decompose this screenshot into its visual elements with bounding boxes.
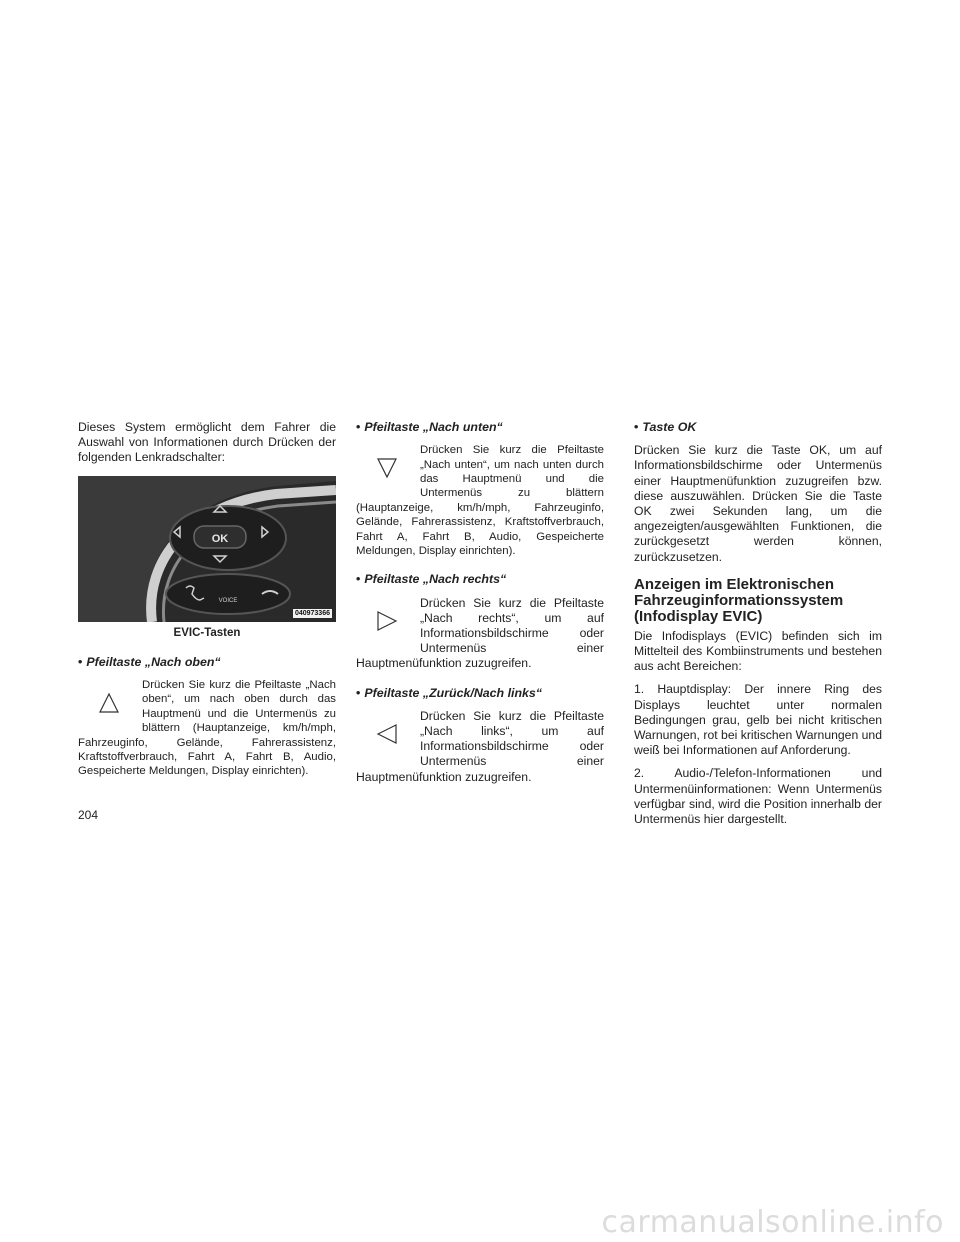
bullet: • <box>356 420 361 434</box>
ok-key-heading <box>634 420 882 435</box>
down-arrow-icon <box>356 443 420 493</box>
right-arrow-item <box>356 596 604 672</box>
steering-wheel-image <box>78 476 336 622</box>
bullet: • <box>356 685 361 700</box>
middle-column <box>356 420 604 785</box>
right-column <box>634 420 882 835</box>
section-point-2: 2. Audio-/Telefon-Informationen und Untermenüinformationen: Wenn Untermenüs verfügbar sind, wird die Position innerhalb der Untermenüs hier dargestellt. <box>634 766 882 827</box>
down-arrow-item <box>356 443 604 558</box>
up-arrow-heading <box>78 655 336 670</box>
up-arrow-description: Drücken Sie kurz die Pfeiltaste „Nach oben“, um nach oben durch das Hauptmenü und die Untermenüs zu blättern (Hauptanzeige, km/h/mph, Fahrzeuginfo, Gelände, Fahrerassistenz, Kraftstoffverbrauch, Fahrt A, Fahrt B, Audio, Gespeicherte Meldungen, Display einrichten). <box>78 679 336 778</box>
section-point-1: 1. Hauptdisplay: Der innere Ring des Displays leuchtet unter normalen Bedingungen grau, gelb bei nicht kritischen Warnungen, rot bei kritischen Warnungen und weiß bei Informationen auf Anforderung. <box>634 682 882 758</box>
photo-caption: EVIC-Tasten <box>173 626 241 639</box>
right-arrow-heading <box>356 572 604 587</box>
ok-key-description: Drücken Sie kurz die Taste OK, um auf Informationsbildschirme oder Untermenüs einer Hauptmenüfunktion zuzugreifen bzw. diese auszuwählen. Drücken Sie die Taste OK zwei Sekunden lang, um die angezeigten/ausgewählten Funktionen, die zurückgesetzt werden können, zurückzusetzen. <box>634 443 882 564</box>
left-arrow-item <box>356 709 604 785</box>
ok-key-label: OK <box>211 532 229 545</box>
section-heading: Anzeigen im Elektronischen Fahrzeuginformationssystem (Infodisplay EVIC) <box>634 575 844 625</box>
up-arrow-item <box>78 678 336 779</box>
voice-key-label: VOICE <box>218 597 238 604</box>
page-number: 204 <box>78 808 99 822</box>
image-code: 040973366 <box>294 609 330 617</box>
left-arrow-icon <box>356 709 420 759</box>
up-arrow-title: Pfeiltaste „Nach oben“ <box>86 654 221 669</box>
right-arrow-title: Pfeiltaste „Nach rechts“ <box>364 572 507 587</box>
right-arrow-icon <box>356 596 420 646</box>
bullet: • <box>356 572 361 587</box>
section-intro: Die Infodisplays (EVIC) befinden sich im Mittelteil des Kombiinstruments und bestehen aus acht Bereichen: <box>634 628 882 674</box>
down-arrow-title: Pfeiltaste „Nach unten“ <box>364 420 503 434</box>
left-arrow-heading <box>356 686 604 701</box>
bullet: • <box>634 420 639 434</box>
ok-key-title: Taste OK <box>642 420 697 434</box>
left-arrow-description: Drücken Sie kurz die Pfeiltaste „Nach links“, um auf Informationsbildschirme oder Untermenüs einer Hauptmenüfunktion zuzugreifen. <box>356 708 604 784</box>
down-arrow-description: Drücken Sie kurz die Pfeiltaste „Nach unten“, um nach unten durch das Hauptmenü und die Untermenüs zu blättern (Hauptanzeige, km/h/mph, Fahrzeuginfo, Gelände, Fahrerassistenz, Kraftstoffverbrauch, Fahrt A, Fahrt B, Audio, Gespeicherte Meldungen, Display einrichten). <box>356 444 604 558</box>
right-arrow-description: Drücken Sie kurz die Pfeiltaste „Nach rechts“, um auf Informationsbildschirme oder Untermenüs einer Hauptmenüfunktion zuzugreifen. <box>356 595 604 671</box>
up-arrow-icon <box>78 678 142 728</box>
left-arrow-title: Pfeiltaste „Zurück/Nach links“ <box>364 685 542 700</box>
down-arrow-heading <box>356 420 604 435</box>
intro-paragraph: Dieses System ermöglicht dem Fahrer die Auswahl von Informationen durch Drücken der folgenden Lenkradschalter: <box>78 420 336 465</box>
left-column <box>78 420 336 779</box>
watermark: carmanualsonline.info <box>601 1205 944 1240</box>
evic-buttons-photo <box>78 476 336 622</box>
bullet: • <box>78 654 83 669</box>
